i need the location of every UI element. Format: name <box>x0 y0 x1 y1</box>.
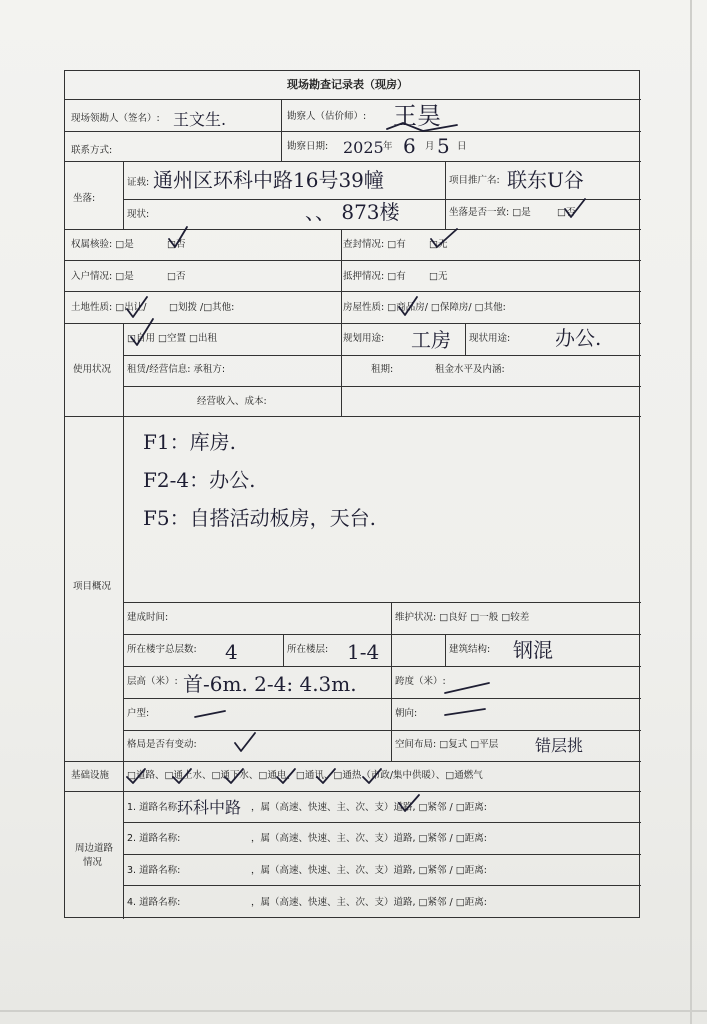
current-label: 现状: <box>127 209 150 220</box>
entry-label: 入户情况: □是 <box>71 271 134 282</box>
infra-label: 基础设施 <box>71 770 110 781</box>
maintenance-label: 维护状况: □良好 □一般 □较差 <box>395 612 530 623</box>
date-month-unit: 月 <box>425 141 435 152</box>
span-label: 跨度（米）: <box>395 676 446 687</box>
check-mark <box>363 769 381 783</box>
overview-line-3: F5：自搭活动板房，天台. <box>143 506 376 530</box>
check-mark <box>277 769 295 783</box>
space-layout-note: 错层挑 <box>535 736 584 755</box>
date-label: 勘察日期: <box>287 141 329 152</box>
survey-form <box>64 70 640 918</box>
floor-value: 1-4 <box>347 640 380 664</box>
floor-label: 所在楼层: <box>287 644 329 655</box>
leader-signature: 王文生. <box>173 110 227 129</box>
date-day: 5 <box>437 134 450 158</box>
usage-section-label: 使用状况 <box>73 364 112 375</box>
floor-height: 首-6m. 2-4: 4.3m. <box>183 672 357 696</box>
location-label: 坐落: <box>73 193 96 204</box>
check-mark <box>399 795 419 811</box>
structure-label: 建筑结构: <box>449 644 491 655</box>
roads-label-2: 情况 <box>83 857 103 868</box>
location-match-label: 坐落是否一致: □是 <box>449 207 531 218</box>
lease-term-label: 租期: <box>371 364 394 375</box>
road-row-prefix: 3. 道路名称: <box>127 865 181 876</box>
contact-label: 联系方式: <box>71 145 113 156</box>
overview-line-2: F2-4：办公. <box>143 468 256 492</box>
paper-edge <box>0 1010 707 1012</box>
mortgage-none: □无 <box>429 271 448 282</box>
total-floors: 4 <box>225 640 238 664</box>
road-1-name: 环科中路 <box>177 798 242 817</box>
roads-label-1: 周边道路 <box>75 843 114 854</box>
orientation-label: 朝向: <box>395 708 418 719</box>
mortgage-label: 抵押情况: □有 <box>343 271 406 282</box>
planned-use-label: 规划用途: <box>343 333 385 344</box>
road-row-suffix: ，属（高速、快速、主、次、支）道路, □紧邻 / □距离: <box>251 897 487 908</box>
dash-stroke <box>195 711 225 717</box>
land-nature-other: □划拨 /□其他: <box>169 302 235 313</box>
road-row-suffix: ，属（高速、快速、主、次、支）道路, □紧邻 / □距离: <box>251 865 487 876</box>
overview-label: 项目概况 <box>73 581 112 592</box>
current-use: 办公. <box>555 326 602 350</box>
cert-label: 证载: <box>127 177 150 188</box>
check-mark <box>399 297 417 315</box>
check-mark <box>173 769 191 783</box>
build-time-label: 建成时间: <box>127 612 169 623</box>
infra-items: □道路、□通上水、□通下水、□通电、□通讯、□通热（市政/集中供暖）、□通燃气 <box>127 770 483 781</box>
current-address: 、、 873楼 <box>305 200 400 224</box>
ownership-label: 权属核验: □是 <box>71 239 134 250</box>
cert-address: 通州区环科中路16号39幢 <box>153 168 384 192</box>
planned-use: 工房 <box>411 328 451 352</box>
date-year-unit: 年 <box>383 141 393 152</box>
paper-edge <box>690 0 692 1024</box>
lease-label: 租赁/经营信息: 承租方: <box>127 364 226 375</box>
check-mark <box>317 769 335 783</box>
date-day-unit: 日 <box>457 141 467 152</box>
house-nature-label: 房屋性质: □商品房/ □保障房/ □其他: <box>343 302 506 313</box>
check-mark <box>127 769 145 783</box>
check-mark <box>565 199 585 217</box>
form-title: 现场勘查记录表（现房） <box>287 78 408 91</box>
road-row-suffix: ，属（高速、快速、主、次、支）道路, □紧邻 / □距离: <box>251 802 487 813</box>
check-mark <box>127 297 147 317</box>
surveyor-name: 王昊 <box>393 102 441 130</box>
project-name-label: 项目推广名: <box>449 175 500 186</box>
leader-label: 现场领勘人（签名）: <box>71 113 160 124</box>
project-name: 联东U谷 <box>507 168 584 192</box>
surveyor-flourish <box>387 123 457 131</box>
land-nature-label: 土地性质: □出让/ <box>71 302 147 313</box>
road-row-suffix: ，属（高速、快速、主、次、支）道路, □紧邻 / □距离: <box>251 833 487 844</box>
seal-label: 查封情况: □有 <box>343 239 406 250</box>
seal-none: □无 <box>429 239 448 250</box>
income-label: 经营收入、成本: <box>197 396 267 407</box>
check-mark <box>431 229 457 247</box>
road-row-prefix: 1. 道路名称: <box>127 802 181 813</box>
layout-change-label: 格局是否有变动: <box>127 739 197 750</box>
usage-options: □自用 □空置 □出租 <box>127 333 217 344</box>
height-label: 层高（米）: <box>127 676 178 687</box>
check-mark <box>225 769 243 783</box>
location-match-no: □否 <box>557 207 576 218</box>
space-layout-label: 空间布局: □复式 □平层 <box>395 739 499 750</box>
surveyor-label: 勘察人（估价师）: <box>287 111 367 122</box>
overview-line-1: F1：库房. <box>143 430 236 454</box>
road-row-prefix: 2. 道路名称: <box>127 833 181 844</box>
road-row-prefix: 4. 道路名称: <box>127 897 181 908</box>
check-mark <box>131 319 153 345</box>
date-month: 6 <box>403 134 416 158</box>
structure-value: 钢混 <box>513 638 553 662</box>
current-use-label: 现状用途: <box>469 333 511 344</box>
date-year: 2025 <box>343 138 384 157</box>
dash-stroke <box>445 709 485 715</box>
dash-stroke <box>445 683 489 693</box>
entry-no: □否 <box>167 271 186 282</box>
check-mark <box>235 733 255 751</box>
ownership-no: □否 <box>167 239 186 250</box>
rent-label: 租金水平及内涵: <box>435 364 505 375</box>
handwritten-marks <box>65 71 641 919</box>
total-floors-label: 所在楼宇总层数: <box>127 644 197 655</box>
unit-type-label: 户型: <box>127 708 150 719</box>
check-mark <box>169 227 187 247</box>
